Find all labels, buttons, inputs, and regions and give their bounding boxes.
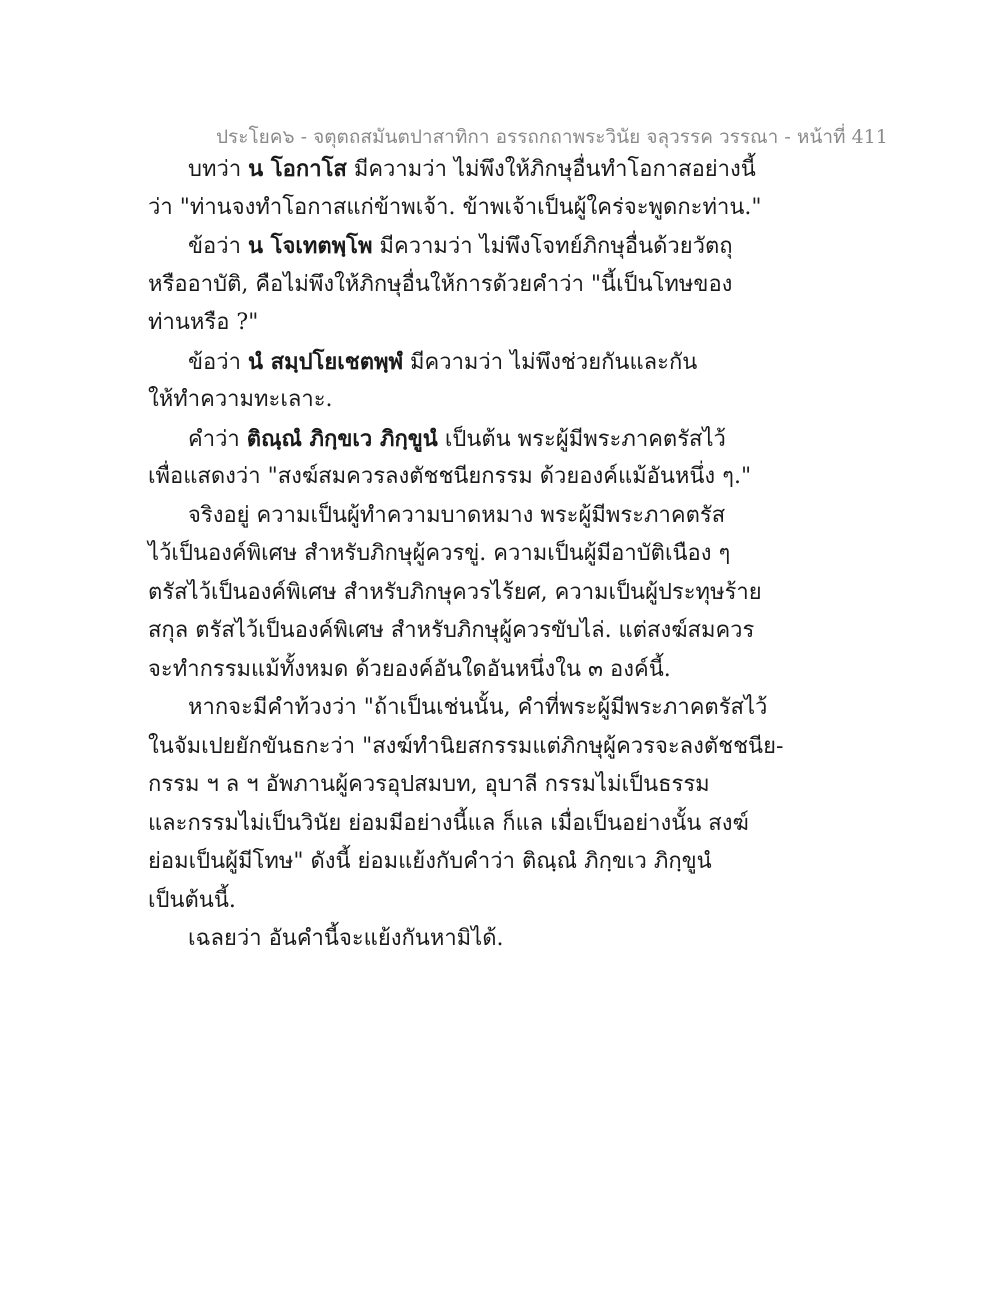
text-line — [148, 651, 783, 690]
text-span: มีความว่า ไม่พึงช่วยกันและกัน — [403, 349, 698, 375]
text-line — [148, 343, 783, 382]
text-line — [148, 497, 783, 536]
text-span: จริงอยู่ ความเป็นผู้ทำความบาดหมาง พระผู้มีพระภาคตรัส — [188, 502, 726, 528]
text-span: มีความว่า ไม่พึงให้ภิกษุอื่นทำโอกาสอย่างนี้ — [346, 157, 756, 182]
text-line — [148, 150, 783, 189]
text-line — [148, 304, 783, 343]
text-line — [148, 920, 783, 959]
text-span: ย่อมเป็นผู้มีโทษ" ดังนี้ ย่อมแย้งกับคำว่า ติณฺณํ ภิกฺขเว ภิกฺขูนํ — [148, 849, 712, 874]
text-line — [148, 189, 783, 228]
text-span: ท่านหรือ ?" — [148, 310, 259, 335]
text-span: มีความว่า ไม่พึงโจทย์ภิกษุอื่นด้วยวัตถุ — [372, 234, 733, 259]
text-span: กรรม ฯ ล ฯ อัพภานผู้ควรอุปสมบท, อุบาลี กรรมไม่เป็นธรรม — [148, 772, 710, 797]
text-line — [148, 689, 783, 728]
text-line — [148, 420, 783, 459]
text-line — [148, 728, 783, 767]
text-line — [148, 458, 783, 497]
running-header: ประโยค๖ - จตุตถสมันตปาสาทิกา อรรถกถาพระวินัย จลุวรรค วรรณา - หน้าที่ 411 — [216, 126, 888, 148]
text-span: ในจัมเปยยักขันธกะว่า "สงฆ์ทำนิยสกรรมแต่ภิกษุผู้ควรจะลงตัชชนีย- — [148, 733, 784, 759]
text-span: ไว้เป็นองค์พิเศษ สำหรับภิกษุผู้ควรขู่. ความเป็นผู้มีอาบัติเนือง ๆ — [148, 541, 731, 566]
text-span: หากจะมีคำท้วงว่า "ถ้าเป็นเช่นนั้น, คำที่พระผู้มีพระภาคตรัสไว้ — [188, 695, 768, 720]
pali-term: น โจเทตพฺโพ — [247, 233, 373, 259]
pali-term: ติณฺณํ ภิกฺขเว ภิกฺขูนํ — [246, 425, 438, 452]
text-span: ให้ทำความทะเลาะ. — [148, 387, 333, 412]
text-line — [148, 882, 783, 921]
text-span: หรืออาบัติ, คือไม่พึงให้ภิกษุอื่นให้การด้วยคำว่า "นี้เป็นโทษของ — [148, 271, 733, 297]
body-text — [148, 150, 783, 959]
text-line — [148, 381, 783, 420]
text-line — [148, 843, 783, 882]
pali-term: น โอกาโส — [248, 156, 347, 182]
text-span: ว่า "ท่านจงทำโอกาสแก่ข้าพเจ้า. ข้าพเจ้าเป็นผู้ใคร่จะพูดกะท่าน." — [148, 194, 762, 220]
text-span: จะทำกรรมแม้ทั้งหมด ด้วยองค์อันใดอันหนึ่งใน ๓ องค์นี้. — [148, 656, 671, 682]
text-span: สกุล ตรัสไว้เป็นองค์พิเศษ สำหรับภิกษุผู้ควรขับไล่. แต่สงฆ์สมควร — [148, 618, 755, 643]
text-line — [148, 227, 783, 266]
text-span: ข้อว่า — [188, 234, 248, 259]
text-line — [148, 266, 783, 305]
text-span: เฉลยว่า อันคำนี้จะแย้งกันหามิได้. — [188, 926, 504, 951]
text-span: ข้อว่า — [188, 349, 248, 375]
text-line — [148, 805, 783, 844]
text-span: บทว่า — [188, 157, 249, 182]
text-span: เพื่อแสดงว่า "สงฆ์สมควรลงตัชชนียกรรม ด้วยองค์แม้อันหนึ่ง ๆ." — [148, 464, 752, 489]
text-span: เป็นต้นนี้. — [148, 887, 236, 913]
text-line — [148, 535, 783, 574]
text-span: คำว่า — [188, 426, 247, 452]
text-span: และกรรมไม่เป็นวินัย ย่อมมีอย่างนี้แล ก็แล เมื่อเป็นอย่างนั้น สงฆ์ — [148, 810, 749, 836]
pali-term: นํ สมฺปโยเชตพฺพํ — [247, 348, 403, 375]
text-line — [148, 574, 783, 613]
text-line — [148, 612, 783, 651]
text-line — [148, 766, 783, 805]
text-span: ตรัสไว้เป็นองค์พิเศษ สำหรับภิกษุควรไร้ยศ, ความเป็นผู้ประทุษร้าย — [148, 579, 762, 605]
text-span: เป็นต้น พระผู้มีพระภาคตรัสไว้ — [437, 426, 726, 452]
